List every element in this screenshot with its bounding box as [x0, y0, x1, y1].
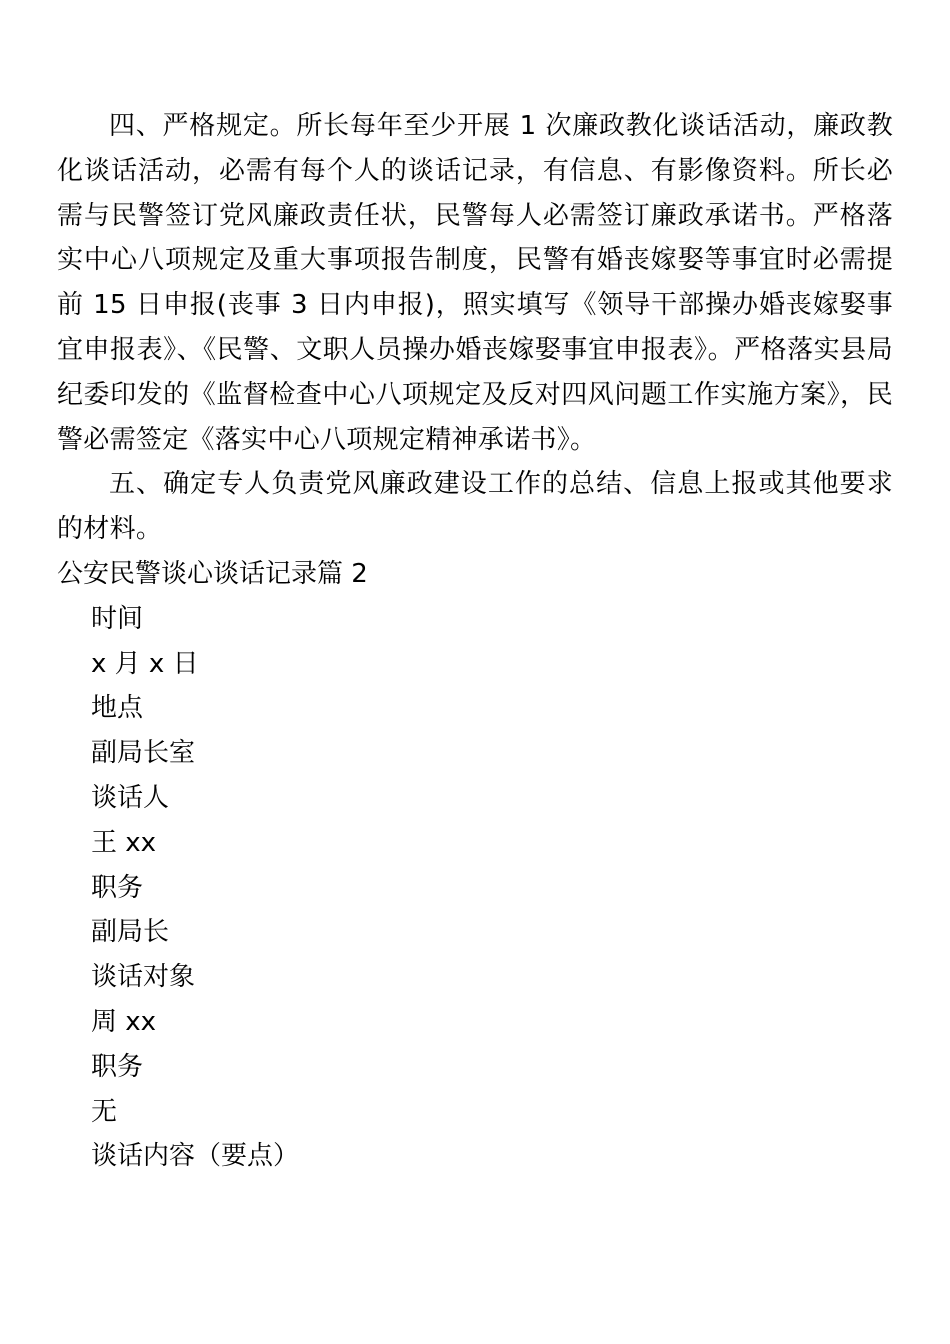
record-line: 时间: [91, 603, 144, 634]
paragraph-rule-five: 五、确定专人负责党风廉政建设工作的总结、信息上报或其他要求的材料。: [57, 469, 893, 545]
paragraph-rule-four: 四、严格规定。所长每年至少开展 1 次廉政教化谈话活动，廉政教化谈话活动，必需有每个人的谈话记录，有信息、有影像资料。所长必需与民警签订党风廉政责任状，民警每人必需签订廉政承诺书。严格落实中心八项规定及重大事项报告制度，民警有婚丧嫁娶等事宜时必需提前 15 日申报(丧事 3 日内申报)，照实填写《领导干部操办婚丧嫁娶事宜申报表》、《民警、文职人员操办婚丧嫁娶事宜申报表》。严格落实县局纪委印发的《监督检查中心八项规定及反对四风问题工作实施方案》，民警必需签定《落实中心八项规定精神承诺书》。: [57, 111, 893, 455]
document-page: [57, 104, 893, 1179]
record-line: 地点: [91, 693, 144, 724]
record-line: x 月 x 日: [91, 648, 199, 679]
record-line: 谈话人: [91, 782, 170, 813]
record-line: 谈话内容（要点）: [91, 1141, 300, 1172]
section-title: 公安民警谈心谈话记录篇 2: [57, 558, 368, 589]
record-line: 周 xx: [91, 1006, 157, 1037]
record-line: 谈话对象: [91, 962, 196, 993]
record-line: 职务: [91, 872, 144, 903]
record-line: 王 xx: [91, 827, 157, 858]
record-line: 无: [91, 1096, 118, 1127]
record-line: 副局长室: [91, 738, 196, 769]
record-list: [57, 597, 893, 1179]
record-line: 副局长: [91, 917, 170, 948]
record-line: 职务: [91, 1051, 144, 1082]
